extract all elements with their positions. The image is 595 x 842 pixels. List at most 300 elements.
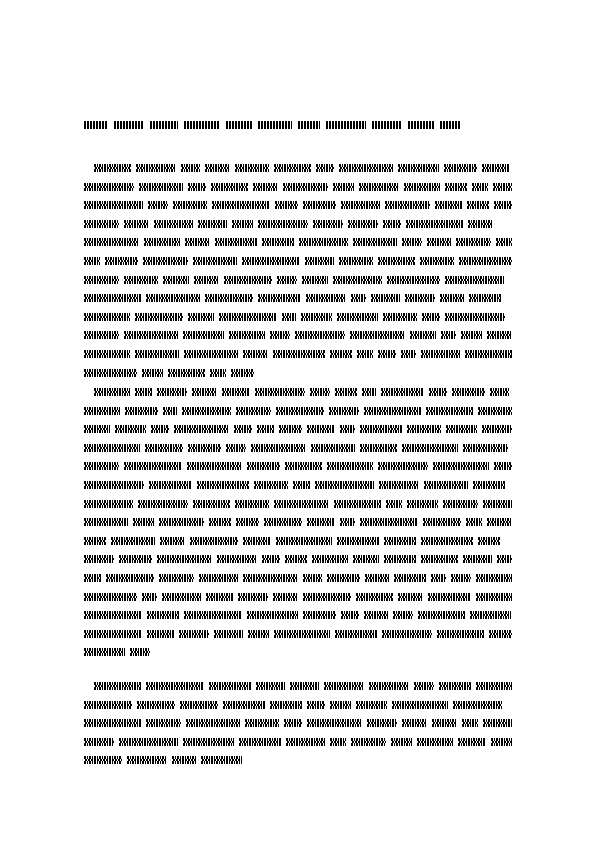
text-word [421,555,458,563]
text-word [353,555,379,563]
text-word [371,294,400,302]
text-word [330,350,352,358]
text-word [365,574,389,582]
text-word [193,500,230,508]
text-word [299,238,348,246]
title-word [440,121,460,129]
text-word [295,331,345,339]
text-word [270,701,302,709]
text-word [133,518,154,526]
text-word [383,313,417,321]
text-word [351,738,386,746]
text-line [84,290,512,309]
text-word [362,388,376,396]
text-word [487,331,512,339]
text-word [235,164,269,172]
text-word [84,481,144,489]
text-word [394,574,426,582]
text-word [356,593,393,601]
text-word [440,294,464,302]
text-word [224,276,272,284]
text-word [490,388,509,396]
text-word [386,500,402,508]
text-word [446,425,477,433]
text-word [84,369,137,377]
text-word [483,500,512,508]
text-line [84,514,512,533]
text-word [340,518,355,526]
text-word [285,555,307,563]
text-line [84,626,512,645]
text-word [84,220,119,228]
text-word [84,294,141,302]
text-word [391,738,412,746]
text-word [238,593,268,601]
text-word [401,350,416,358]
text-word [181,164,200,172]
text-word [236,518,259,526]
text-word [472,183,488,191]
title-word [84,121,108,129]
text-word [418,611,465,619]
text-word [359,183,399,191]
text-line [84,644,512,663]
text-word [223,701,265,709]
text-word [105,257,138,265]
text-word [307,425,335,433]
text-word [324,682,364,690]
paragraph-2 [84,384,512,663]
text-word [239,738,281,746]
text-word [348,220,378,228]
text-word [290,682,319,690]
text-word [145,444,183,452]
title-word [226,121,252,129]
text-word [274,500,329,508]
text-word [84,738,114,746]
text-word [210,369,226,377]
text-word [453,701,502,709]
text-word [385,201,430,209]
text-word [369,682,409,690]
text-line [84,715,512,734]
text-word [458,738,486,746]
text-word [168,369,205,377]
text-line [84,309,512,328]
text-word [94,682,141,690]
text-word [435,201,462,209]
text-word [84,611,142,619]
text-word [84,555,114,563]
text-line [84,272,512,291]
text-word [124,462,182,470]
text-word [254,481,288,489]
text-word [142,369,163,377]
text-word [407,425,441,433]
text-word [402,444,458,452]
text-word [439,682,471,690]
text-word [473,481,505,489]
text-word [149,481,192,489]
text-line [84,440,512,459]
text-word [182,407,231,415]
text-word [364,407,421,415]
text-word [127,756,167,764]
text-word [262,555,280,563]
text-word [138,500,188,508]
text-word [384,537,416,545]
text-word [190,537,238,545]
text-word [274,164,311,172]
text-word [334,500,381,508]
text-word [461,331,482,339]
text-word [360,518,418,526]
text-word [350,331,405,339]
text-word [489,630,512,638]
title-word [184,121,220,129]
text-word [307,701,325,709]
text-word [398,164,439,172]
text-word [209,682,251,690]
text-word [84,593,137,601]
text-word [111,537,155,545]
text-line [84,216,512,235]
text-word [183,331,224,339]
text-word [174,425,229,433]
text-word [441,331,456,339]
text-word [327,462,373,470]
text-word [84,719,141,727]
text-word [143,257,188,265]
text-word [84,756,122,764]
text-word [258,220,308,228]
text-word [285,462,322,470]
title-word [408,121,434,129]
text-word [382,630,432,638]
text-word [494,201,512,209]
text-word [417,738,453,746]
text-word [243,537,271,545]
text-word [157,388,187,396]
text-word [184,611,242,619]
text-word [264,518,302,526]
text-word [151,425,169,433]
text-line [84,365,512,384]
text-word [84,630,142,638]
text-line [84,403,512,422]
title-word [298,121,320,129]
text-word [163,407,177,415]
text-word [360,425,402,433]
text-word [445,276,504,284]
text-word [428,593,471,601]
text-word [232,220,253,228]
text-word [493,183,512,191]
text-line [94,160,512,179]
text-line [84,253,512,272]
text-word [274,630,330,638]
text-word [433,462,489,470]
text-word [160,537,185,545]
text-word [410,331,436,339]
text-line [84,697,512,716]
text-word [452,388,485,396]
text-word [330,738,346,746]
text-word [381,388,424,396]
text-word [229,331,265,339]
text-word [212,201,270,209]
text-word [341,201,380,209]
text-word [327,574,360,582]
text-word [273,350,325,358]
text-word [283,183,328,191]
text-word [136,164,176,172]
text-word [303,611,336,619]
text-word [187,462,242,470]
text-word [188,444,221,452]
text-word [253,183,278,191]
text-word [444,164,477,172]
text-line [94,678,512,697]
text-word [248,630,269,638]
text-word [279,425,302,433]
text-word [243,350,268,358]
text-word [84,183,134,191]
text-word [84,201,143,209]
text-word [206,593,233,601]
text-word [84,350,130,358]
text-word [139,183,183,191]
text-word [351,294,366,302]
text-word [316,164,334,172]
text-word [378,257,415,265]
text-word [245,719,279,727]
text-line [84,734,512,753]
text-word [467,201,489,209]
title-word [150,121,178,129]
text-word [185,238,210,246]
text-word [437,630,484,638]
text-word [402,238,422,246]
text-word [443,500,478,508]
text-word [273,593,298,601]
text-word [262,238,294,246]
text-word [356,701,387,709]
text-word [466,518,482,526]
text-word [463,444,508,452]
text-word [84,462,119,470]
text-word [84,648,125,656]
text-word [476,682,512,690]
text-word [378,462,428,470]
text-word [341,611,359,619]
text-word [470,611,511,619]
text-word [364,611,388,619]
text-word [162,593,201,601]
text-word [173,201,207,209]
text-word [478,407,512,415]
text-word [219,313,277,321]
text-word [469,294,501,302]
text-word [305,257,334,265]
text-word [276,537,332,545]
text-word [146,294,200,302]
title-word [114,121,144,129]
text-line [84,197,512,216]
text-word [337,313,378,321]
text-line [84,496,512,515]
text-word [456,238,491,246]
text-word [256,682,285,690]
text-word [482,425,512,433]
text-word [432,719,457,727]
text-word [201,756,242,764]
text-word [333,276,382,284]
text-word [476,593,512,601]
text-word [142,593,157,601]
text-word [465,350,512,358]
text-line [84,551,512,570]
text-word [193,257,237,265]
text-word [337,537,379,545]
text-word [392,701,448,709]
text-word [284,719,302,727]
text-word [487,518,512,526]
text-word [84,425,110,433]
text-word [135,350,179,358]
text-word [198,220,227,228]
text-word [423,518,461,526]
text-word [137,701,175,709]
text-word [242,257,300,265]
text-word [172,756,196,764]
text-word [124,331,178,339]
text-word [427,238,451,246]
text-word [303,574,322,582]
text-word [188,183,206,191]
text-word [84,313,130,321]
text-word [333,183,354,191]
text-word [84,238,139,246]
text-line [84,458,512,477]
text-word [293,481,310,489]
text-word [124,220,149,228]
text-word [468,220,493,228]
text-word [463,555,492,563]
text-word [405,294,435,302]
text-word [462,719,478,727]
text-line [84,234,512,253]
text-word [243,574,298,582]
text-word [491,738,512,746]
text-word [222,388,250,396]
text-word [339,164,393,172]
text-word [184,350,238,358]
text-word [235,500,269,508]
text-word [192,388,217,396]
text-word [157,555,212,563]
text-word [313,220,343,228]
text-word [426,407,473,415]
title-word [372,121,402,129]
text-word [422,313,440,321]
text-word [205,294,253,302]
text-word [226,444,246,452]
text-line [94,384,512,403]
text-word [335,630,377,638]
text-word [115,425,146,433]
text-word [357,350,373,358]
text-word [282,313,296,321]
text-word [270,331,290,339]
text-word [353,238,397,246]
text-word [421,350,460,358]
text-word [482,164,509,172]
text-word [146,682,204,690]
text-word [247,611,298,619]
text-word [414,682,434,690]
text-word [251,444,306,452]
text-word [367,719,397,727]
text-word [124,276,158,284]
text-word [494,462,512,470]
text-word [312,555,348,563]
text-word [94,388,130,396]
title-word [258,121,292,129]
text-line [84,533,512,552]
text-word [84,276,119,284]
text-word [106,574,154,582]
text-word [476,574,512,582]
text-line [84,346,512,365]
text-word [148,201,168,209]
text-word [159,574,194,582]
text-word [84,407,120,415]
text-word [402,719,427,727]
text-line [84,752,512,771]
text-word [84,500,133,508]
text-word [307,719,362,727]
text-line [84,179,512,198]
text-word [307,518,335,526]
paragraph-1 [84,160,512,383]
text-word [194,276,219,284]
text-word [303,593,351,601]
text-word [215,238,257,246]
text-word [179,630,209,638]
text-line [84,421,512,440]
text-word [306,294,346,302]
text-word [315,481,374,489]
text-word [387,276,440,284]
text-word [84,574,101,582]
text-word [163,276,189,284]
text-line [84,327,512,346]
text-word [335,388,357,396]
text-word [94,164,131,172]
text-word [301,313,332,321]
text-word [407,500,438,508]
text-word [84,444,140,452]
text-word [383,220,401,228]
text-word [247,462,280,470]
text-word [147,630,174,638]
text-word [478,537,500,545]
text-word [398,593,423,601]
text-word [144,238,180,246]
text-word [119,555,152,563]
text-word [445,183,467,191]
